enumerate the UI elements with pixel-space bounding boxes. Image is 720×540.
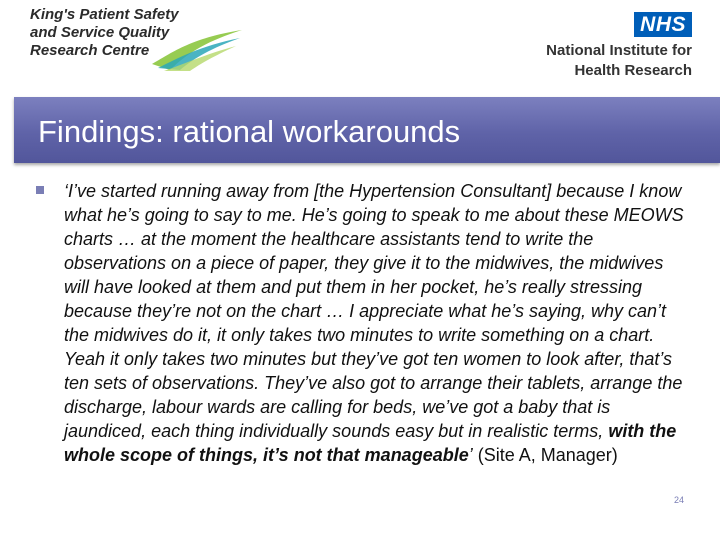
nihr-logo (492, 12, 692, 82)
nihr-logo-line-2: Health Research (574, 62, 692, 79)
square-bullet-icon (36, 186, 44, 194)
quote-close-mark: ’ (468, 445, 473, 465)
quote-main-text: ‘I’ve started running away from [the Hypertension Consultant] because I know what he’s going to say to me. He’s going to speak to me about these MEOWS charts … at the moment the healthcare assistants tend to write the observations on a piece of paper, they give it to the midwives, the midwives will have looked at them and put them in her pocket, he’s really stressing because they’re not on the chart … I appreciate what he’s saying, why can’t the midwives do it, it only takes two minutes to write something on a chart. Yeah it only takes two minutes but they’ve got ten women to look after, that’s ten sets of observations. They’ve also got to arrange their tablets, arrange the discharge, labour wards are calling for beds, we’ve got a baby that is jaundiced, each thing individually sounds easy but in realistic terms, (64, 181, 684, 441)
quote-source: (Site A, Manager) (472, 445, 618, 465)
swoosh-logo-icon (150, 24, 245, 72)
kings-logo-line-1: King's Patient Safety (30, 6, 179, 23)
interview-quote (64, 179, 686, 467)
title-bar (14, 97, 720, 163)
nhs-badge: NHS (634, 12, 692, 37)
kings-logo-line-2: and Service Quality (30, 24, 170, 41)
slide-content (36, 179, 686, 467)
page-number: 24 (674, 495, 685, 505)
nihr-logo-text (492, 41, 692, 81)
kings-logo (30, 6, 230, 86)
kings-logo-line-3: Research Centre (30, 42, 150, 59)
slide-title: Findings: rational workarounds (38, 114, 461, 149)
quote-emphasis: with the whole scope of things, it’s not that manageable (64, 421, 677, 465)
nihr-logo-line-1: National Institute for (546, 42, 692, 59)
